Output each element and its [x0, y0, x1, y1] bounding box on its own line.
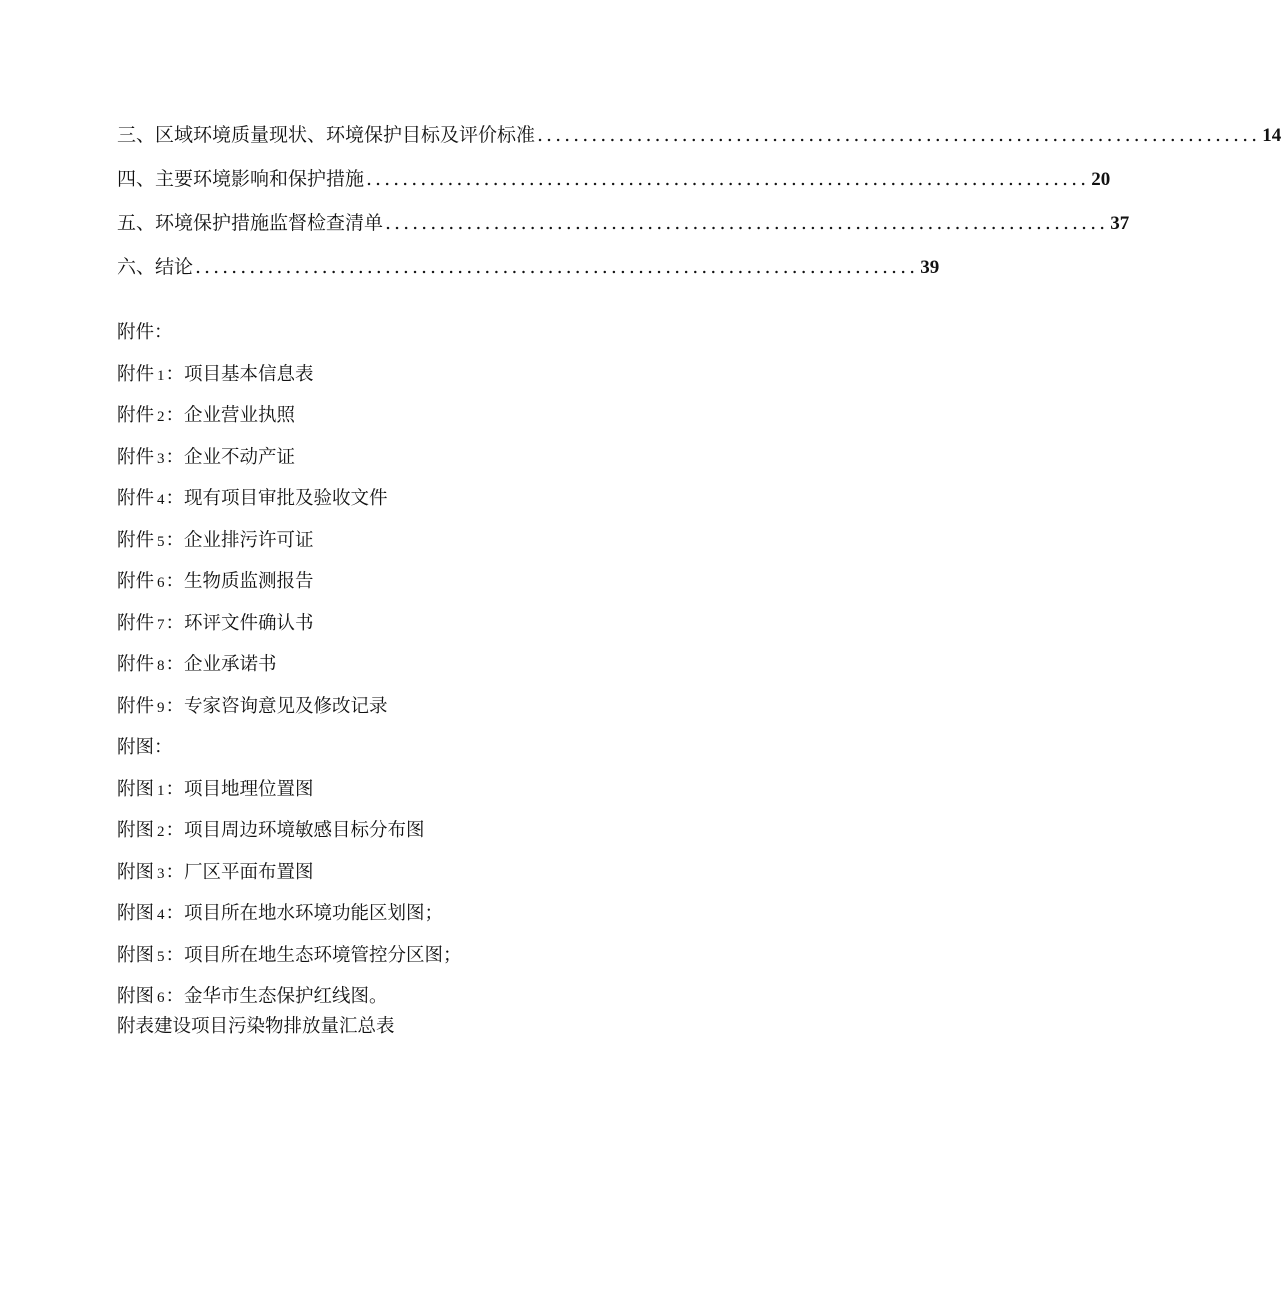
table-of-contents: [117, 120, 1281, 296]
toc-leader-dots: ................................................................................: [385, 212, 1109, 234]
attachment-item: 附件 8：企业承诺书: [117, 654, 277, 675]
attachment-item: 附件 4：现有项目审批及验收文件: [117, 488, 388, 509]
attachment-item: 附件 3：企业不动产证: [117, 446, 296, 468]
appendix-list: [117, 318, 462, 1054]
toc-entry-title: 四、主要环境影响和保护措施: [117, 168, 365, 190]
toc-page-number: 14: [1262, 125, 1281, 146]
toc-leader-dots: ................................................................................: [537, 124, 1261, 146]
figure-item: 附图 2：项目周边环境敏感目标分布图: [117, 820, 425, 841]
toc-page-number: 37: [1110, 213, 1130, 234]
toc-leader-dots: ................................................................................: [195, 256, 919, 278]
figure-item: 附图 3：厂区平面布置图: [117, 861, 314, 883]
toc-entry-title: 六、结论: [117, 256, 194, 278]
attachment-item: 附件 9：专家咨询意见及修改记录: [117, 695, 388, 717]
figure-item: 附图 4：项目所在地水环境功能区划图；: [117, 903, 444, 924]
toc-entry[interactable]: [117, 164, 1111, 208]
schedule-note: 附表建设项目污染物排放量汇总表: [117, 1016, 395, 1037]
toc-page-number: 20: [1091, 169, 1111, 190]
toc-entry[interactable]: [117, 120, 1281, 164]
figure-item: 附图 1：项目地理位置图: [117, 778, 314, 800]
figure-item: 附图 6：金华市生态保护红线图。: [117, 986, 388, 1007]
figures-heading: 附图：: [117, 737, 173, 758]
attachment-item: 附件 5：企业排污许可证: [117, 529, 314, 551]
attachment-item: 附件 1：项目基本信息表: [117, 363, 314, 385]
toc-entry[interactable]: [117, 252, 940, 296]
attachment-item: 附件 7：环评文件确认书: [117, 612, 314, 634]
attachments-heading: 附件：: [117, 322, 173, 343]
attachment-item: 附件 6：生物质监测报告: [117, 571, 314, 592]
toc-entry-title: 五、环境保护措施监督检查清单: [117, 212, 384, 234]
figure-item: 附图 5：项目所在地生态环境管控分区图；: [117, 944, 462, 966]
toc-leader-dots: ................................................................................: [366, 168, 1090, 190]
toc-page-number: 39: [920, 257, 940, 278]
toc-entry[interactable]: [117, 208, 1130, 252]
toc-entry-title: 三、区域环境质量现状、环境保护目标及评价标准: [117, 124, 536, 146]
attachment-item: 附件 2：企业营业执照: [117, 405, 296, 426]
